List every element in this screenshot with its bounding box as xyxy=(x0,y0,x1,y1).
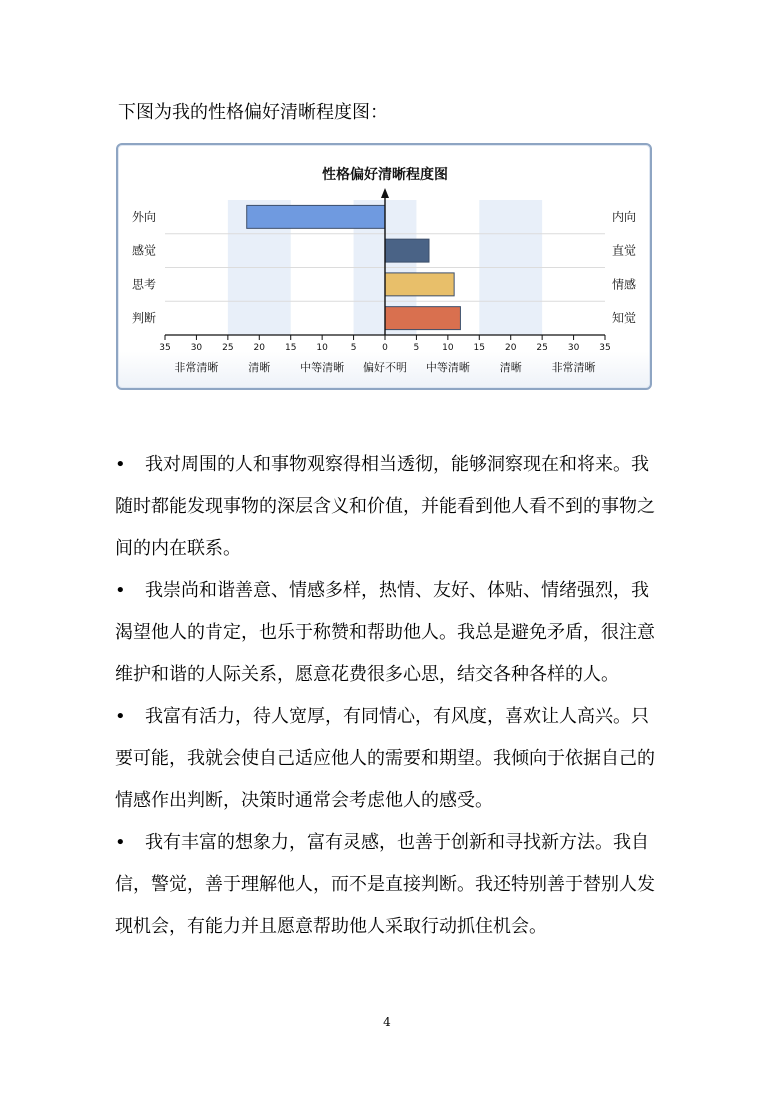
left-category-label: 判断 xyxy=(132,311,157,326)
band-label: 中等清晰 xyxy=(300,361,345,374)
page-number: 4 xyxy=(383,1015,391,1029)
bullet-paragraph xyxy=(115,696,663,822)
x-tick-label: 10 xyxy=(442,343,454,353)
x-tick-label: 30 xyxy=(190,343,203,353)
chart-svg xyxy=(118,145,654,392)
right-category-label: 直觉 xyxy=(612,243,637,258)
bullet-icon: • xyxy=(115,706,126,727)
band-label: 中等清晰 xyxy=(425,361,470,374)
x-tick-label: 5 xyxy=(350,343,357,353)
x-tick-label: 25 xyxy=(536,343,548,353)
x-tick-label: 0 xyxy=(382,343,388,353)
chart-bar xyxy=(385,273,454,296)
left-category-label: 外向 xyxy=(132,209,157,224)
band-label: 清晰 xyxy=(248,361,271,374)
x-tick-label: 15 xyxy=(473,343,486,353)
x-tick-label: 35 xyxy=(599,343,611,353)
right-category-label: 内向 xyxy=(612,209,637,224)
paragraph-text: 我对周围的人和事物观察得相当透彻，能够洞察现在和将来。我随时都能发现事物的深层含义和价值，并能看到他人看不到的事物之间的内在联系。 xyxy=(115,454,655,559)
band-label: 清晰 xyxy=(499,361,522,374)
chart-title: 性格偏好清晰程度图 xyxy=(322,167,448,183)
preference-clarity-chart xyxy=(116,143,652,390)
paragraph-list xyxy=(115,444,663,948)
chart-bar xyxy=(385,307,460,330)
axis-arrow-icon xyxy=(381,188,389,198)
right-category-label: 情感 xyxy=(612,277,637,292)
paragraph-text: 我崇尚和谐善意、情感多样，热情、友好、体贴、情绪强烈，我渴望他人的肯定，也乐于称赞和帮助他人。我总是避免矛盾，很注意维护和谐的人际关系，愿意花费很多心思，结交各种各样的人。 xyxy=(115,580,655,685)
x-tick-label: 10 xyxy=(316,343,328,353)
band-label: 非常清晰 xyxy=(174,361,219,374)
x-tick-label: 30 xyxy=(567,343,580,353)
paragraph-text: 我富有活力，待人宽厚，有同情心，有风度，喜欢让人高兴。只要可能，我就会使自己适应他人的需要和期望。我倾向于依据自己的情感作出判断，决策时通常会考虑他人的感受。 xyxy=(115,706,655,811)
band-label: 非常清晰 xyxy=(551,361,596,374)
bullet-paragraph xyxy=(115,822,663,948)
intro-text: 下图为我的性格偏好清晰程度图： xyxy=(118,102,388,123)
bullet-icon: • xyxy=(115,454,126,475)
x-tick-label: 25 xyxy=(222,343,234,353)
x-tick-label: 20 xyxy=(253,343,266,353)
x-tick-label: 35 xyxy=(159,343,171,353)
band-label: 偏好不明 xyxy=(363,361,407,374)
chart-bar xyxy=(385,239,429,262)
bullet-paragraph xyxy=(115,570,663,696)
left-category-label: 思考 xyxy=(132,277,157,292)
paragraph-text: 我有丰富的想象力，富有灵感，也善于创新和寻找新方法。我自信，警觉，善于理解他人，而不是直接判断。我还特别善于替别人发现机会，有能力并且愿意帮助他人采取行动抓住机会。 xyxy=(115,832,655,937)
x-tick-label: 20 xyxy=(504,343,517,353)
bullet-icon: • xyxy=(115,832,126,853)
bullet-paragraph xyxy=(115,444,663,570)
x-tick-label: 15 xyxy=(284,343,297,353)
chart-bar xyxy=(247,205,385,228)
x-tick-label: 5 xyxy=(413,343,420,353)
bullet-icon: • xyxy=(115,580,126,601)
left-category-label: 感觉 xyxy=(132,243,157,258)
right-category-label: 知觉 xyxy=(612,311,637,326)
